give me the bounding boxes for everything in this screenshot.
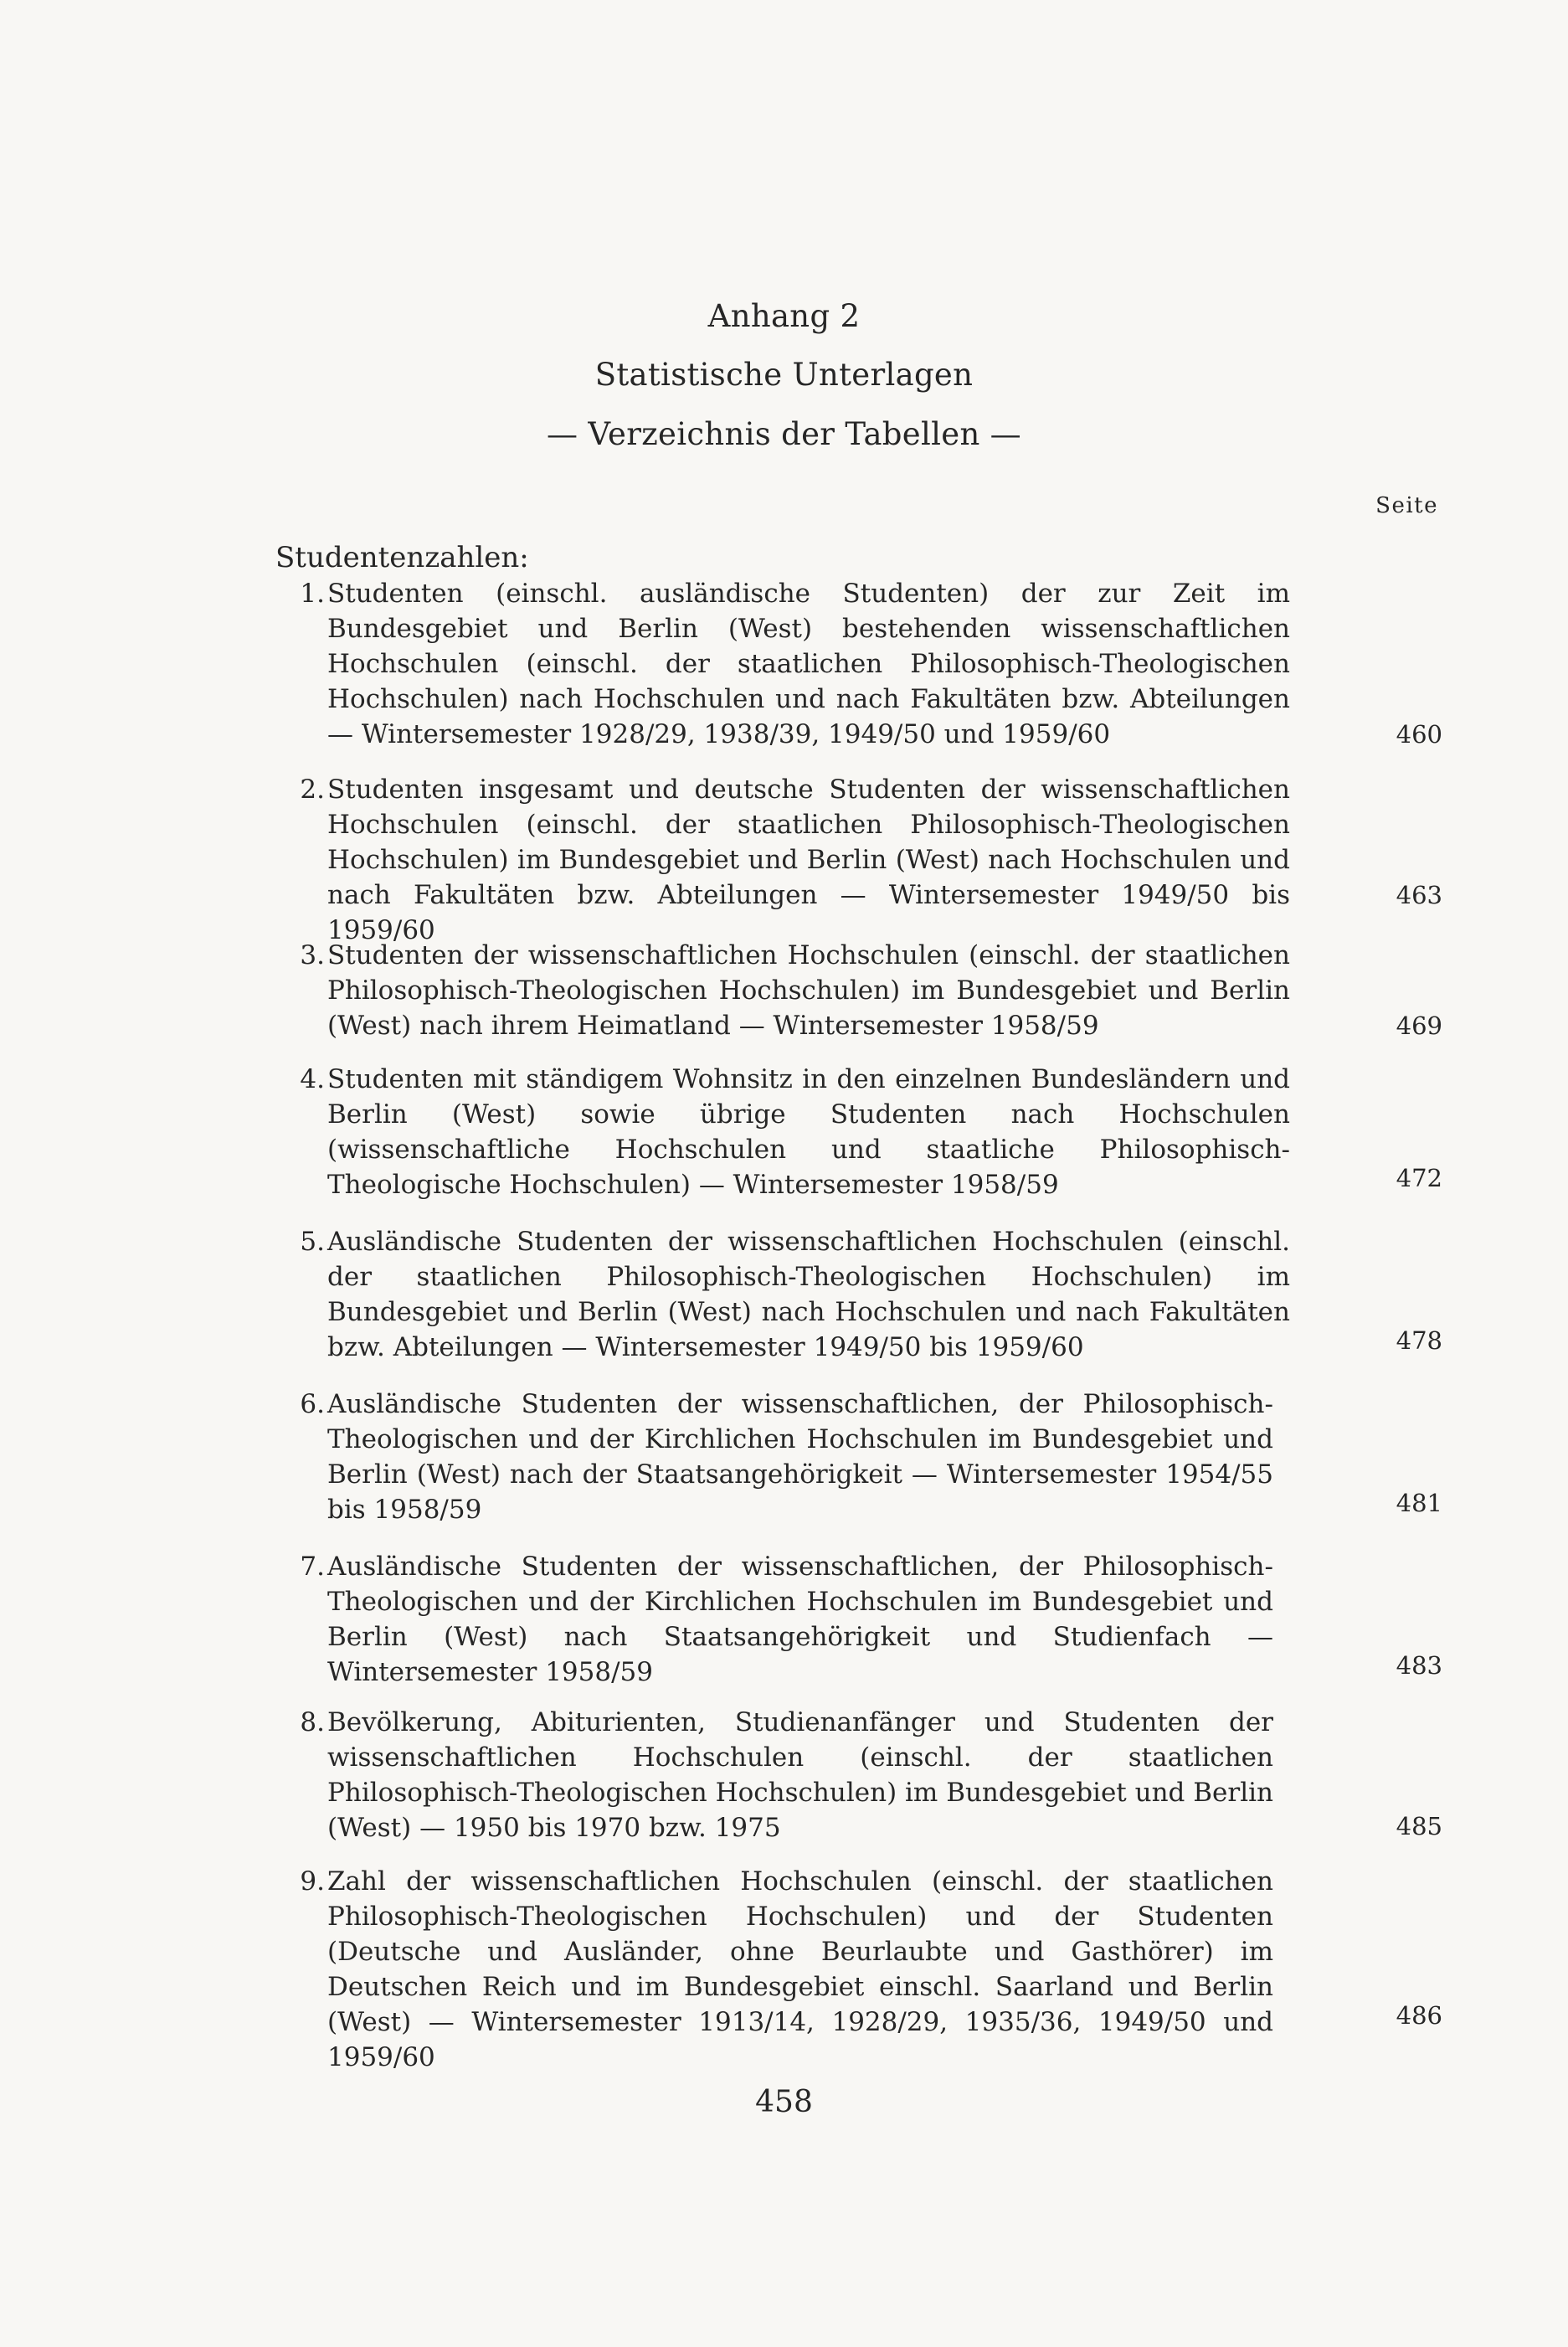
entry-text: Bevölkerung, Abiturienten, Studienanfänger und Studenten der wissenschaftlichen Hochschulen (einschl. der staatlichen Philosophisch-Theologischen Hochschulen) im Bundesgebiet und Berlin (West) — 1950 bis 1970 bzw. 1975 (327, 1707, 1273, 1843)
table-list-title: — Verzeichnis der Tabellen — (547, 416, 1021, 452)
entry-page: 469 (1396, 1011, 1442, 1040)
entry-page: 485 (1396, 1812, 1442, 1840)
entry-text: Ausländische Studenten der wissenschaftlichen Hochschulen (einschl. der staatlichen Philosophisch-Theologischen Hochschulen) im Bundesgebiet und Berlin (West) nach Hochschulen und nach Fakultäten bzw. Abteilungen — Wintersemester 1949/50 bis 1959/60 (327, 1227, 1290, 1362)
page-number: 458 (755, 2085, 813, 2119)
entry-text: Studenten mit ständigem Wohnsitz in den einzelnen Bundesländern und Berlin (West) sowie übrige Studenten nach Hochschulen (wissenschaftliche Hochschulen und staatliche Philosophisch-Theologische Hochschulen) — Wintersemester 1958/59 (327, 1064, 1290, 1200)
entry-text: Zahl der wissenschaftlichen Hochschulen (einschl. der staatlichen Philosophisch-Theologischen Hochschulen) und der Studenten (Deutsche und Ausländer, ohne Beurlaubte und Gasthörer) im Deutschen Reich und im Bundesgebiet einschl. Saarland und Berlin (West) — Wintersemester 1913/14, 1928/29, 1935/36, 1949/50 und 1959/60 (327, 1866, 1273, 2072)
entry-number: 6. (300, 1389, 325, 1419)
toc-entry (275, 1062, 1447, 1202)
entry-number: 1. (300, 579, 325, 609)
entry-text: Studenten (einschl. ausländische Studenten) der zur Zeit im Bundesgebiet und Berlin (West) bestehenden wissenschaftlichen Hochschulen (einschl. der staatlichen Philosophisch-Theologischen Hochschulen) nach Hochschulen und nach Fakultäten bzw. Abteilungen — Wintersemester 1928/29, 1938/39, 1949/50 und 1959/60 (327, 579, 1290, 749)
entry-page: 483 (1396, 1651, 1442, 1680)
entry-number: 2. (300, 775, 325, 805)
entry-number: 9. (300, 1866, 325, 1897)
entry-page: 463 (1396, 881, 1442, 909)
entry-text: Ausländische Studenten der wissenschaftlichen, der Philosophisch-Theologischen und der Kirchlichen Hochschulen im Bundesgebiet und Berlin (West) nach Staatsangehörigkeit und Studienfach — Wintersemester 1958/59 (327, 1552, 1273, 1687)
entry-page: 486 (1396, 2001, 1442, 2030)
toc-entry (275, 1864, 1447, 2072)
toc-entry (275, 1387, 1447, 1527)
entry-number: 7. (300, 1552, 325, 1582)
entry-text: Studenten der wissenschaftlichen Hochschulen (einschl. der staatlichen Philosophisch-Theologischen Hochschulen) im Bundesgebiet und Berlin (West) nach ihrem Heimatland — Wintersemester 1958/59 (327, 940, 1290, 1041)
page-column-label: Seite (1375, 493, 1438, 518)
section-label: Studentenzahlen: (275, 541, 529, 574)
toc-entry (275, 1224, 1447, 1365)
toc-entry (275, 1549, 1447, 1690)
entry-page: 481 (1396, 1489, 1442, 1517)
entry-number: 3. (300, 940, 325, 970)
toc-entry (275, 1705, 1447, 1845)
appendix-title: Anhang 2 (707, 298, 861, 334)
entry-number: 5. (300, 1227, 325, 1257)
toc-entry (275, 576, 1447, 752)
entry-page: 472 (1396, 1164, 1442, 1192)
appendix-subtitle: Statistische Unterlagen (594, 357, 974, 393)
toc-entry (275, 938, 1447, 1043)
entry-text: Ausländische Studenten der wissenschaftlichen, der Philosophisch-Theologischen und der Kirchlichen Hochschulen im Bundesgebiet und Berlin (West) nach der Staatsangehörigkeit — Wintersemester 1954/55 bis 1958/59 (327, 1389, 1273, 1525)
entry-page: 460 (1396, 720, 1442, 749)
entry-text: Studenten insgesamt und deutsche Studenten der wissenschaftlichen Hochschulen (einschl. der staatlichen Philosophisch-Theologischen Hochschulen) im Bundesgebiet und Berlin (West) nach Hochschulen und nach Fakultäten bzw. Abteilungen — Wintersemester 1949/50 bis 1959/60 (327, 775, 1290, 945)
entry-number: 8. (300, 1707, 325, 1737)
entry-number: 4. (300, 1064, 325, 1094)
toc-entry (275, 772, 1447, 945)
entry-page: 478 (1396, 1326, 1442, 1355)
